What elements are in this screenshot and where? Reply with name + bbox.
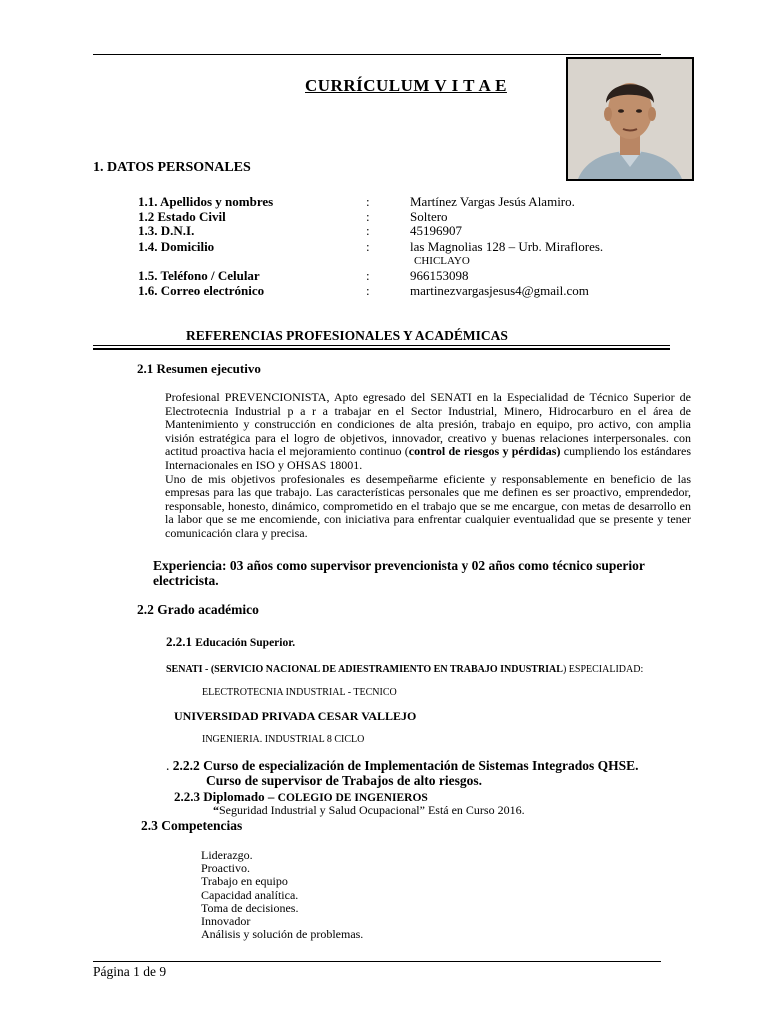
field-label: 1.5. Teléfono / Celular — [138, 268, 260, 283]
field-label: 1.4. Domicilio — [138, 239, 215, 254]
section-2-heading: REFERENCIAS PROFESIONALES Y ACADÉMICAS — [186, 328, 508, 343]
diplomado-detail — [213, 803, 525, 818]
page-number: Página 1 de 9 — [93, 964, 167, 979]
subsection-number: 2.2.1 — [166, 634, 192, 649]
bullet-dot: . — [166, 758, 170, 773]
subsection-label: Educación Superior. — [195, 637, 296, 649]
profile-photo — [566, 57, 694, 181]
domicilio-city: CHICLAYO — [414, 255, 470, 267]
competencias-heading: 2.3 Competencias — [141, 818, 243, 833]
summary-p1-end: cumpliendo los estándares Internacionales en ISO y OHSAS 18001. — [165, 444, 691, 472]
list-item: Proactivo. — [201, 861, 250, 876]
section-1-heading: 1. DATOS PERSONALES — [93, 160, 251, 175]
field-value: Martínez Vargas Jesús Alamiro. — [410, 194, 575, 209]
senati-especialidad: ) ESPECIALIDAD: — [562, 664, 644, 675]
list-item: Innovador — [201, 914, 251, 929]
summary-p2: Uno de mis objetivos profesionales es desempeñarme eficiente y responsablemente en beneficio de las empresas para las que trabajo. Las características personales que me definen es ser proactivo, emprendedor, responsable, honesto, dinámico, comprometido en el trabajo que se me encargue, con metas de desarrollo en la labor que se me encomiende, con iniciativa para enfrentar cualquier eventualidad que se presente y tener comunicación clara y precisa. — [165, 471, 691, 540]
field-value: Soltero — [410, 209, 448, 224]
field-label: 1.1. Apellidos y nombres — [138, 194, 274, 209]
diplomado-detail-text: Seguridad Industrial y Salud Ocupacional” Está en Curso 2016. — [219, 803, 525, 817]
field-colon: : — [366, 283, 370, 298]
summary-heading: 2.1 Resumen ejecutivo — [137, 361, 261, 376]
field-label: 1.3. D.N.I. — [138, 223, 195, 238]
person-portrait-icon — [568, 59, 692, 179]
summary-p1-bold: control de riesgos y pérdidas) — [408, 444, 561, 459]
field-colon: : — [366, 268, 370, 283]
field-value: martinezvargasjesus4@gmail.com — [410, 283, 589, 298]
list-item: Análisis y solución de problemas. — [201, 927, 364, 942]
diplomado-institution: COLEGIO DE INGENIEROS — [277, 792, 428, 804]
course-supervisor: Curso de supervisor de Trabajos de alto riesgos. — [206, 773, 483, 788]
field-label: 1.2 Estado Civil — [138, 209, 226, 224]
ucv-name: UNIVERSIDAD PRIVADA CESAR VALLEJO — [174, 709, 417, 723]
footer-rule — [93, 961, 661, 962]
subsection-2-2-2 — [166, 758, 639, 788]
course-qhse: 2.2.2 Curso de especialización de Implementación de Sistemas Integrados QHSE. — [172, 758, 639, 773]
field-colon: : — [366, 194, 370, 209]
ucv-specialty: INGENIERIA. INDUSTRIAL 8 CICLO — [202, 734, 365, 745]
field-value: las Magnolias 128 – Urb. Miraflores. — [410, 239, 604, 254]
section-2-rule-top — [93, 345, 670, 346]
summary-text — [165, 391, 691, 541]
list-item: Liderazgo. — [201, 848, 253, 862]
senati-name: SENATI - (SERVICIO NACIONAL DE ADIESTRAMIENTO EN TRABAJO INDUSTRIAL — [166, 664, 563, 675]
page-title: CURRÍCULUM V I T A E — [305, 76, 507, 95]
diplomado-label: 2.2.3 Diplomado – — [174, 789, 278, 804]
competencias-list — [201, 849, 363, 941]
list-item: Capacidad analítica. — [201, 887, 299, 902]
field-colon: : — [366, 223, 370, 238]
list-item: Toma de decisiones. — [201, 900, 299, 915]
summary-p1-start: Profesional PREVENCIONISTA, Apto egresado del SENATI en la Especialidad de Técnico Superior de Electrotecnia Industrial p a r a trabajar en el Sector Industrial, Minero, Hidrocarburo en el área de Mantenimiento y construcción en condiciones de alta presión, trabajo en equipo, pro activo, con amplia visión estratégica para el logro de objetivos, innovador, creativo y buenas relaciones interpersonales. con actitud proactiva hacia el mejoramiento continuo ( — [165, 390, 691, 459]
field-value: 45196907 — [410, 223, 462, 238]
field-label: 1.6. Correo electrónico — [138, 283, 265, 298]
field-colon: : — [366, 209, 370, 224]
experience-text: Experiencia: 03 años como supervisor prevencionista y 02 años como técnico superior electricista. — [153, 558, 645, 588]
field-value: 966153098 — [410, 268, 469, 283]
subsection-2-2-1 — [166, 634, 295, 650]
top-rule — [93, 54, 661, 55]
senati-specialty: ELECTROTECNIA INDUSTRIAL - TECNICO — [202, 687, 397, 698]
grado-heading: 2.2 Grado académico — [137, 602, 259, 617]
senati-line — [166, 664, 643, 675]
field-colon: : — [366, 239, 370, 254]
quote-open: “ — [213, 803, 219, 817]
list-item: Trabajo en equipo — [201, 874, 288, 889]
section-2-rule-bottom — [93, 348, 670, 350]
